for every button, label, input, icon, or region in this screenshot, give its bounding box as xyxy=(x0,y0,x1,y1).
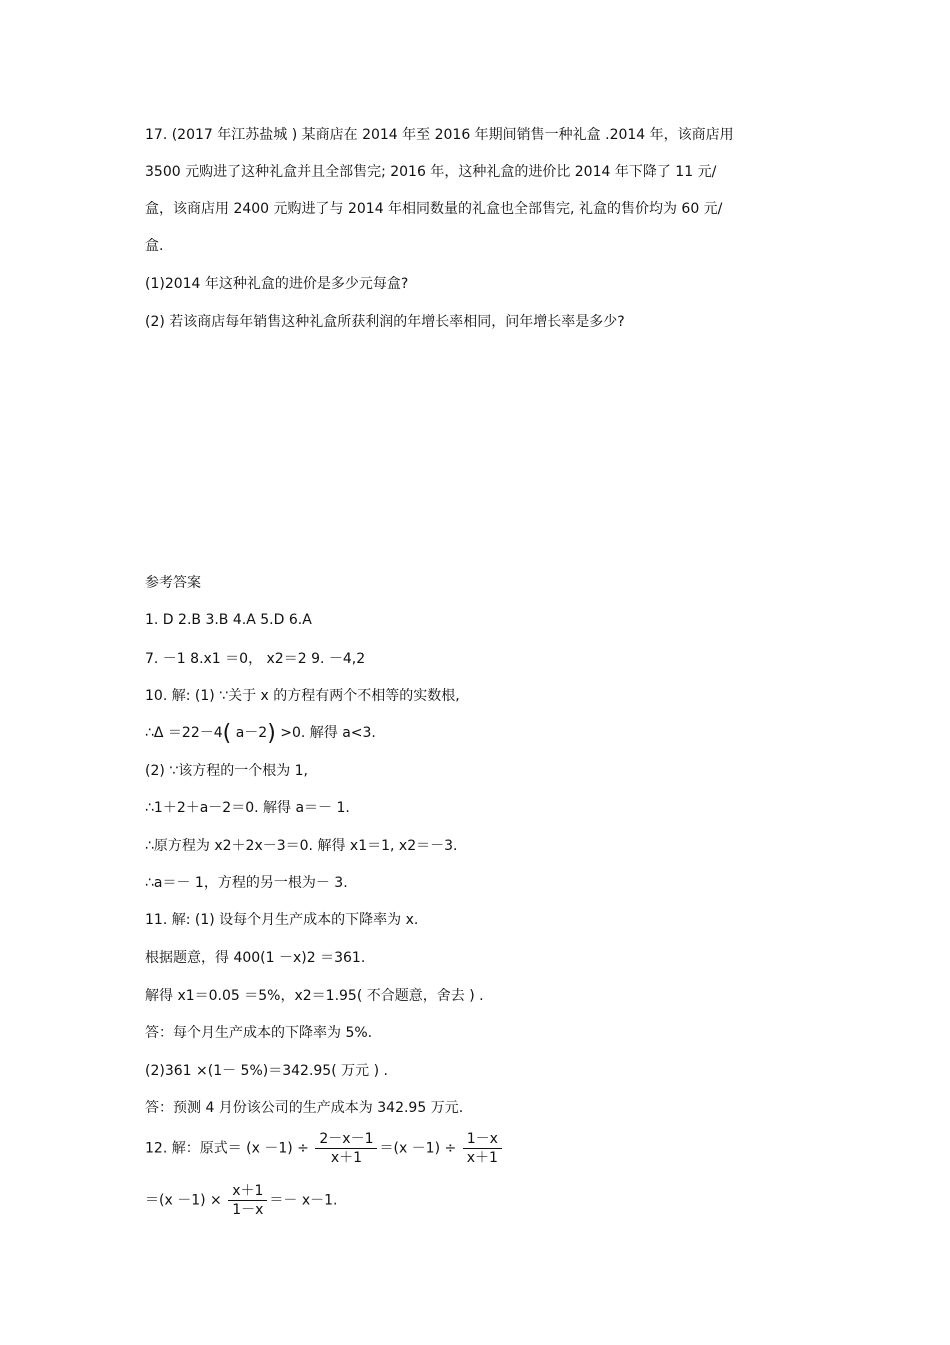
fraction-2-denominator: x＋1 xyxy=(466,1150,498,1166)
answer-10-line1: 10. 解: (1) ∵关于 x 的方程有两个不相等的实数根, xyxy=(145,688,460,704)
fraction-1-denominator: x＋1 xyxy=(330,1150,363,1166)
answer-11-line5: (2)361 ×(1－ 5%)＝342.95( 万元 ) . xyxy=(145,1063,388,1079)
answer-10-line2-pre: ∴Δ ＝22－4 xyxy=(145,725,223,741)
answer-10-line6: ∴a＝－ 1，方程的另一根为－ 3. xyxy=(145,875,348,891)
problem17-question2: (2) 若该商店每年销售这种礼盒所获利润的年增长率相同，问年增长率是多少? xyxy=(145,314,625,330)
answer-11-line3: 解得 x1＝0.05 ＝5%，x2＝1.95( 不合题意，舍去 ) . xyxy=(145,988,484,1004)
answer-10-line4: ∴1＋2＋a－2＝0. 解得 a＝－ 1. xyxy=(145,800,350,816)
answer-11-line1: 11. 解: (1) 设每个月生产成本的下降率为 x. xyxy=(145,912,419,928)
answer-11-line6: 答：预测 4 月份该公司的生产成本为 342.95 万元. xyxy=(145,1100,464,1116)
answer-10-line2 xyxy=(145,723,376,744)
problem17-line3: 盒，该商店用 2400 元购进了与 2014 年相同数量的礼盒也全部售完, 礼盒的售价均为 60 元/ xyxy=(145,201,723,217)
paren-close: ) xyxy=(267,721,276,746)
answer-7-9: 7. －1 8.x1 ＝0， x2＝2 9. －4,2 xyxy=(145,651,366,667)
problem17-line2: 3500 元购进了这种礼盒并且全部售完; 2016 年，这种礼盒的进价比 2014 年下降了 11 元/ xyxy=(145,164,717,180)
fraction-3-numerator: x＋1 xyxy=(228,1182,267,1201)
answer-12-line2-lead: ＝(x －1) × xyxy=(145,1192,222,1209)
fraction-3 xyxy=(228,1182,267,1219)
problem17-line1: 17. (2017 年江苏盐城 ) 某商店在 2014 年至 2016 年期间销售一种礼盒 .2014 年，该商店用 xyxy=(145,127,734,143)
fraction-3-denominator: 1－x xyxy=(232,1202,264,1218)
fraction-1-numerator: 2－x－1 xyxy=(315,1130,377,1149)
answer-12-line2 xyxy=(145,1182,338,1219)
answers-heading: 参考答案 xyxy=(145,575,201,591)
answer-11-line4: 答：每个月生产成本的下降率为 5%. xyxy=(145,1025,373,1041)
problem17-line4: 盒. xyxy=(145,238,164,254)
paren-open: ( xyxy=(222,721,232,746)
answer-10-line2-post: >0. 解得 a<3. xyxy=(275,725,376,741)
answer-10-line5: ∴原方程为 x2＋2x－3＝0. 解得 x1＝1, x2＝－3. xyxy=(145,838,458,854)
answer-12-lead: 12. 解：原式＝ (x －1) ÷ xyxy=(145,1140,309,1157)
fraction-2-numerator: 1－x xyxy=(463,1130,502,1149)
answer-12-line1 xyxy=(145,1130,504,1167)
fraction-2 xyxy=(463,1130,502,1167)
answer-1-6: 1. D 2.B 3.B 4.A 5.D 6.A xyxy=(145,612,312,628)
answer-11-line2: 根据题意，得 400(1 －x)2 ＝361. xyxy=(145,950,366,966)
answer-10-line2-mid: a－2 xyxy=(231,725,268,741)
answer-10-line3: (2) ∵该方程的一个根为 1, xyxy=(145,763,308,779)
answer-12-line2-tail: ＝－ x－1. xyxy=(269,1192,338,1209)
problem17-question1: (1)2014 年这种礼盒的进价是多少元每盒? xyxy=(145,276,409,292)
answer-12-mid: ＝(x －1) ÷ xyxy=(379,1140,457,1157)
fraction-1 xyxy=(315,1130,377,1167)
